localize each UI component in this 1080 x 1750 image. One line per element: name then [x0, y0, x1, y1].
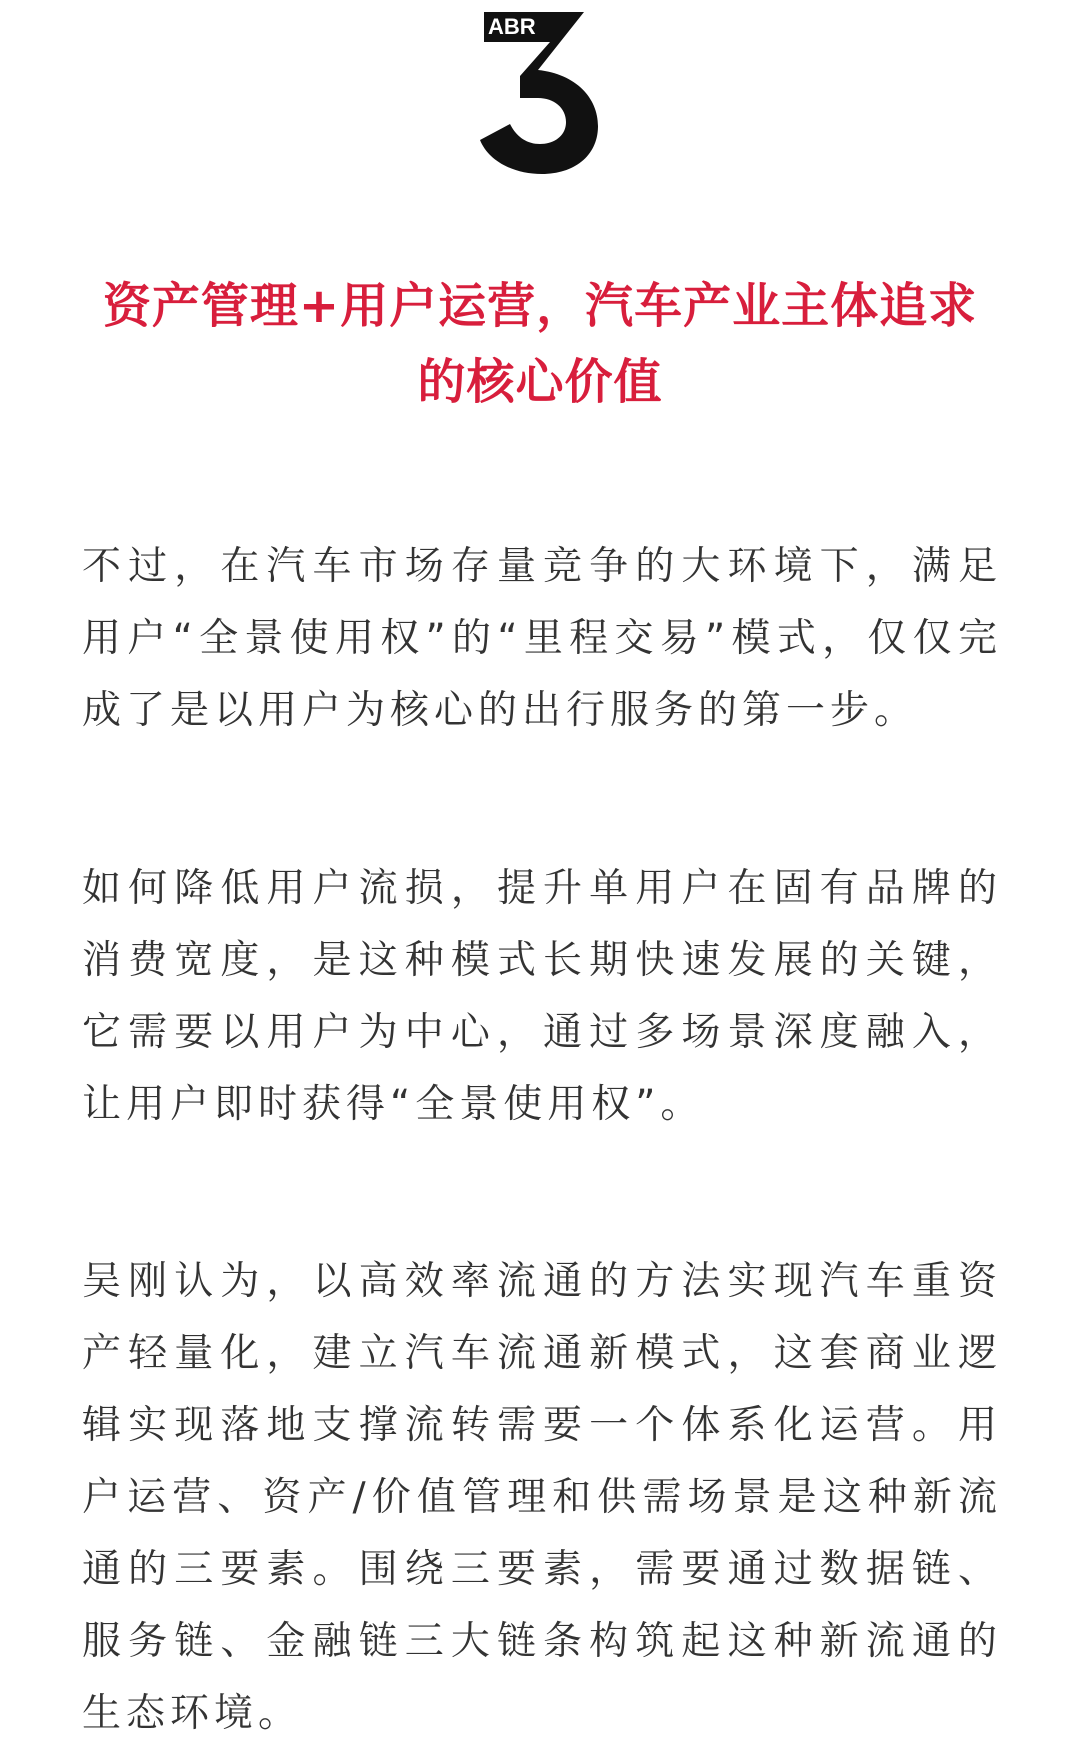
paragraph-2: 如何降低用户流损，提升单用户在固有品牌的消费宽度，是这种模式长期快速发展的关键，它需要以用户为中心，通过多场景深度融入，让用户即时获得“全景使用权”。 [82, 866, 1002, 1127]
paragraph-1: 不过，在汽车市场存量竞争的大环境下，满足用户“全景使用权”的“里程交易”模式，仅仅完成了是以用户为核心的出行服务的第一步。 [82, 544, 1002, 733]
abr-3-logo-icon [480, 12, 600, 174]
logo-text: ABR [488, 14, 536, 39]
section-title: 资产管理+用户运营，汽车产业主体追求的核心价值 [102, 278, 978, 410]
paragraph-3: 吴刚认为，以高效率流通的方法实现汽车重资产轻量化，建立汽车流通新模式，这套商业逻辑实现落地支撑流转需要一个体系化运营。用户运营、资产/价值管理和供需场景是这种新流通的三要素。围绕三要素，需要通过数据链、服务链、金融链三大链条构筑起这种新流通的生态环境。 [82, 1259, 1002, 1736]
